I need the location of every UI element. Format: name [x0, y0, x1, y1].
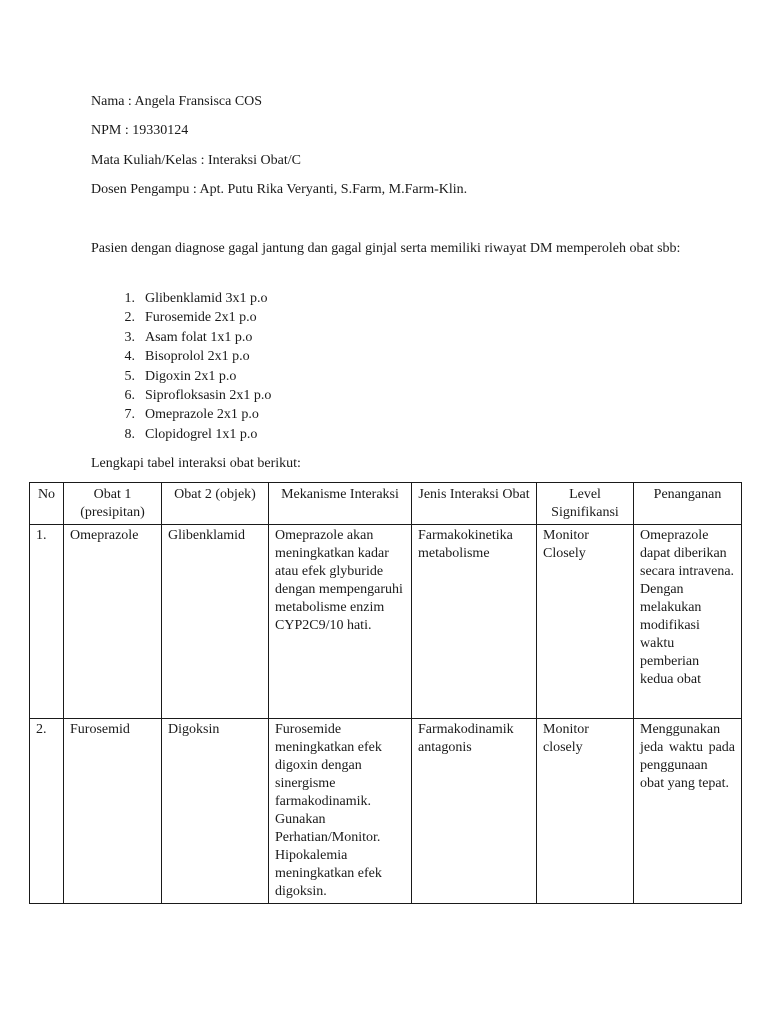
- header-penanganan: Penanganan: [634, 483, 742, 525]
- cell-penanganan: Menggunakan jeda waktu pada penggunaan obat yang tepat.: [634, 719, 742, 904]
- medication-text: Digoxin 2x1 p.o: [145, 368, 237, 384]
- medication-number: 3.: [124, 329, 135, 345]
- cell-mekanisme: Omeprazole akan meningkatkan kadar atau efek glyburide dengan mempengaruhi metabolisme enzim CYP2C9/10 hati.: [269, 525, 412, 719]
- header-mekanisme: Mekanisme Interaksi: [269, 483, 412, 525]
- medication-text: Glibenklamid 3x1 p.o: [145, 291, 268, 306]
- cell-jenis: Farmakokinetika metabolisme: [412, 525, 537, 719]
- medication-number: 1.: [124, 291, 135, 306]
- student-npm: NPM : 19330124: [91, 123, 189, 138]
- medication-list: [91, 289, 271, 444]
- header-jenis: Jenis Interaksi Obat: [412, 483, 537, 525]
- intro-paragraph: Pasien dengan diagnose gagal jantung dan gagal ginjal serta memiliki riwayat DM memperoleh obat sbb:: [91, 241, 681, 256]
- cell-obat1: Furosemid: [64, 719, 162, 904]
- cell-no: 1.: [30, 525, 64, 719]
- table-row: [30, 525, 742, 719]
- medication-number: 6.: [124, 387, 135, 403]
- table-row: [30, 719, 742, 904]
- lecturer: Dosen Pengampu : Apt. Putu Rika Veryanti, S.Farm, M.Farm-Klin.: [91, 182, 468, 197]
- cell-jenis: Farmakodinamik antagonis: [412, 719, 537, 904]
- medication-text: Bisoprolol 2x1 p.o: [145, 349, 250, 365]
- medication-text: Asam folat 1x1 p.o: [145, 329, 253, 345]
- header-level: Level Signifikansi: [537, 483, 634, 525]
- medication-text: Omeprazole 2x1 p.o: [145, 407, 259, 423]
- medication-item: [91, 308, 271, 327]
- course-class: Mata Kuliah/Kelas : Interaksi Obat/C: [91, 153, 301, 168]
- medication-item: [91, 347, 271, 366]
- header-no: No: [30, 483, 64, 525]
- medication-item: [91, 405, 271, 424]
- medication-item: [91, 425, 271, 444]
- medication-item: [91, 367, 271, 386]
- medication-text: Siprofloksasin 2x1 p.o: [145, 387, 272, 403]
- medication-text: Furosemide 2x1 p.o: [145, 310, 257, 326]
- cell-level: Monitor closely: [537, 719, 634, 904]
- cell-obat2: Glibenklamid: [162, 525, 269, 719]
- medication-item: [91, 289, 271, 308]
- medication-number: 5.: [124, 368, 135, 384]
- medication-number: 8.: [124, 426, 135, 442]
- cell-no: 2.: [30, 719, 64, 904]
- table-header-row: [30, 483, 742, 525]
- header-obat1: Obat 1 (presipitan): [64, 483, 162, 525]
- cell-obat1: Omeprazole: [64, 525, 162, 719]
- table-caption: Lengkapi tabel interaksi obat berikut:: [91, 456, 301, 471]
- medication-number: 2.: [124, 310, 135, 326]
- student-name: Nama : Angela Fransisca COS: [91, 94, 263, 109]
- cell-level: Monitor Closely: [537, 525, 634, 719]
- medication-number: 4.: [124, 349, 135, 365]
- medication-item: [91, 328, 271, 347]
- medication-text: Clopidogrel 1x1 p.o: [145, 426, 258, 442]
- drug-interaction-table: [29, 482, 742, 904]
- medication-number: 7.: [124, 407, 135, 423]
- cell-penanganan: Omeprazole dapat diberikan secara intravena. Dengan melakukan modifikasi waktu pemberian kedua obat: [634, 525, 742, 719]
- cell-obat2: Digoksin: [162, 719, 269, 904]
- header-obat2: Obat 2 (objek): [162, 483, 269, 525]
- medication-item: [91, 386, 271, 405]
- cell-mekanisme: Furosemide meningkatkan efek digoxin dengan sinergisme farmakodinamik. Gunakan Perhatian/Monitor. Hipokalemia meningkatkan efek digoksin.: [269, 719, 412, 904]
